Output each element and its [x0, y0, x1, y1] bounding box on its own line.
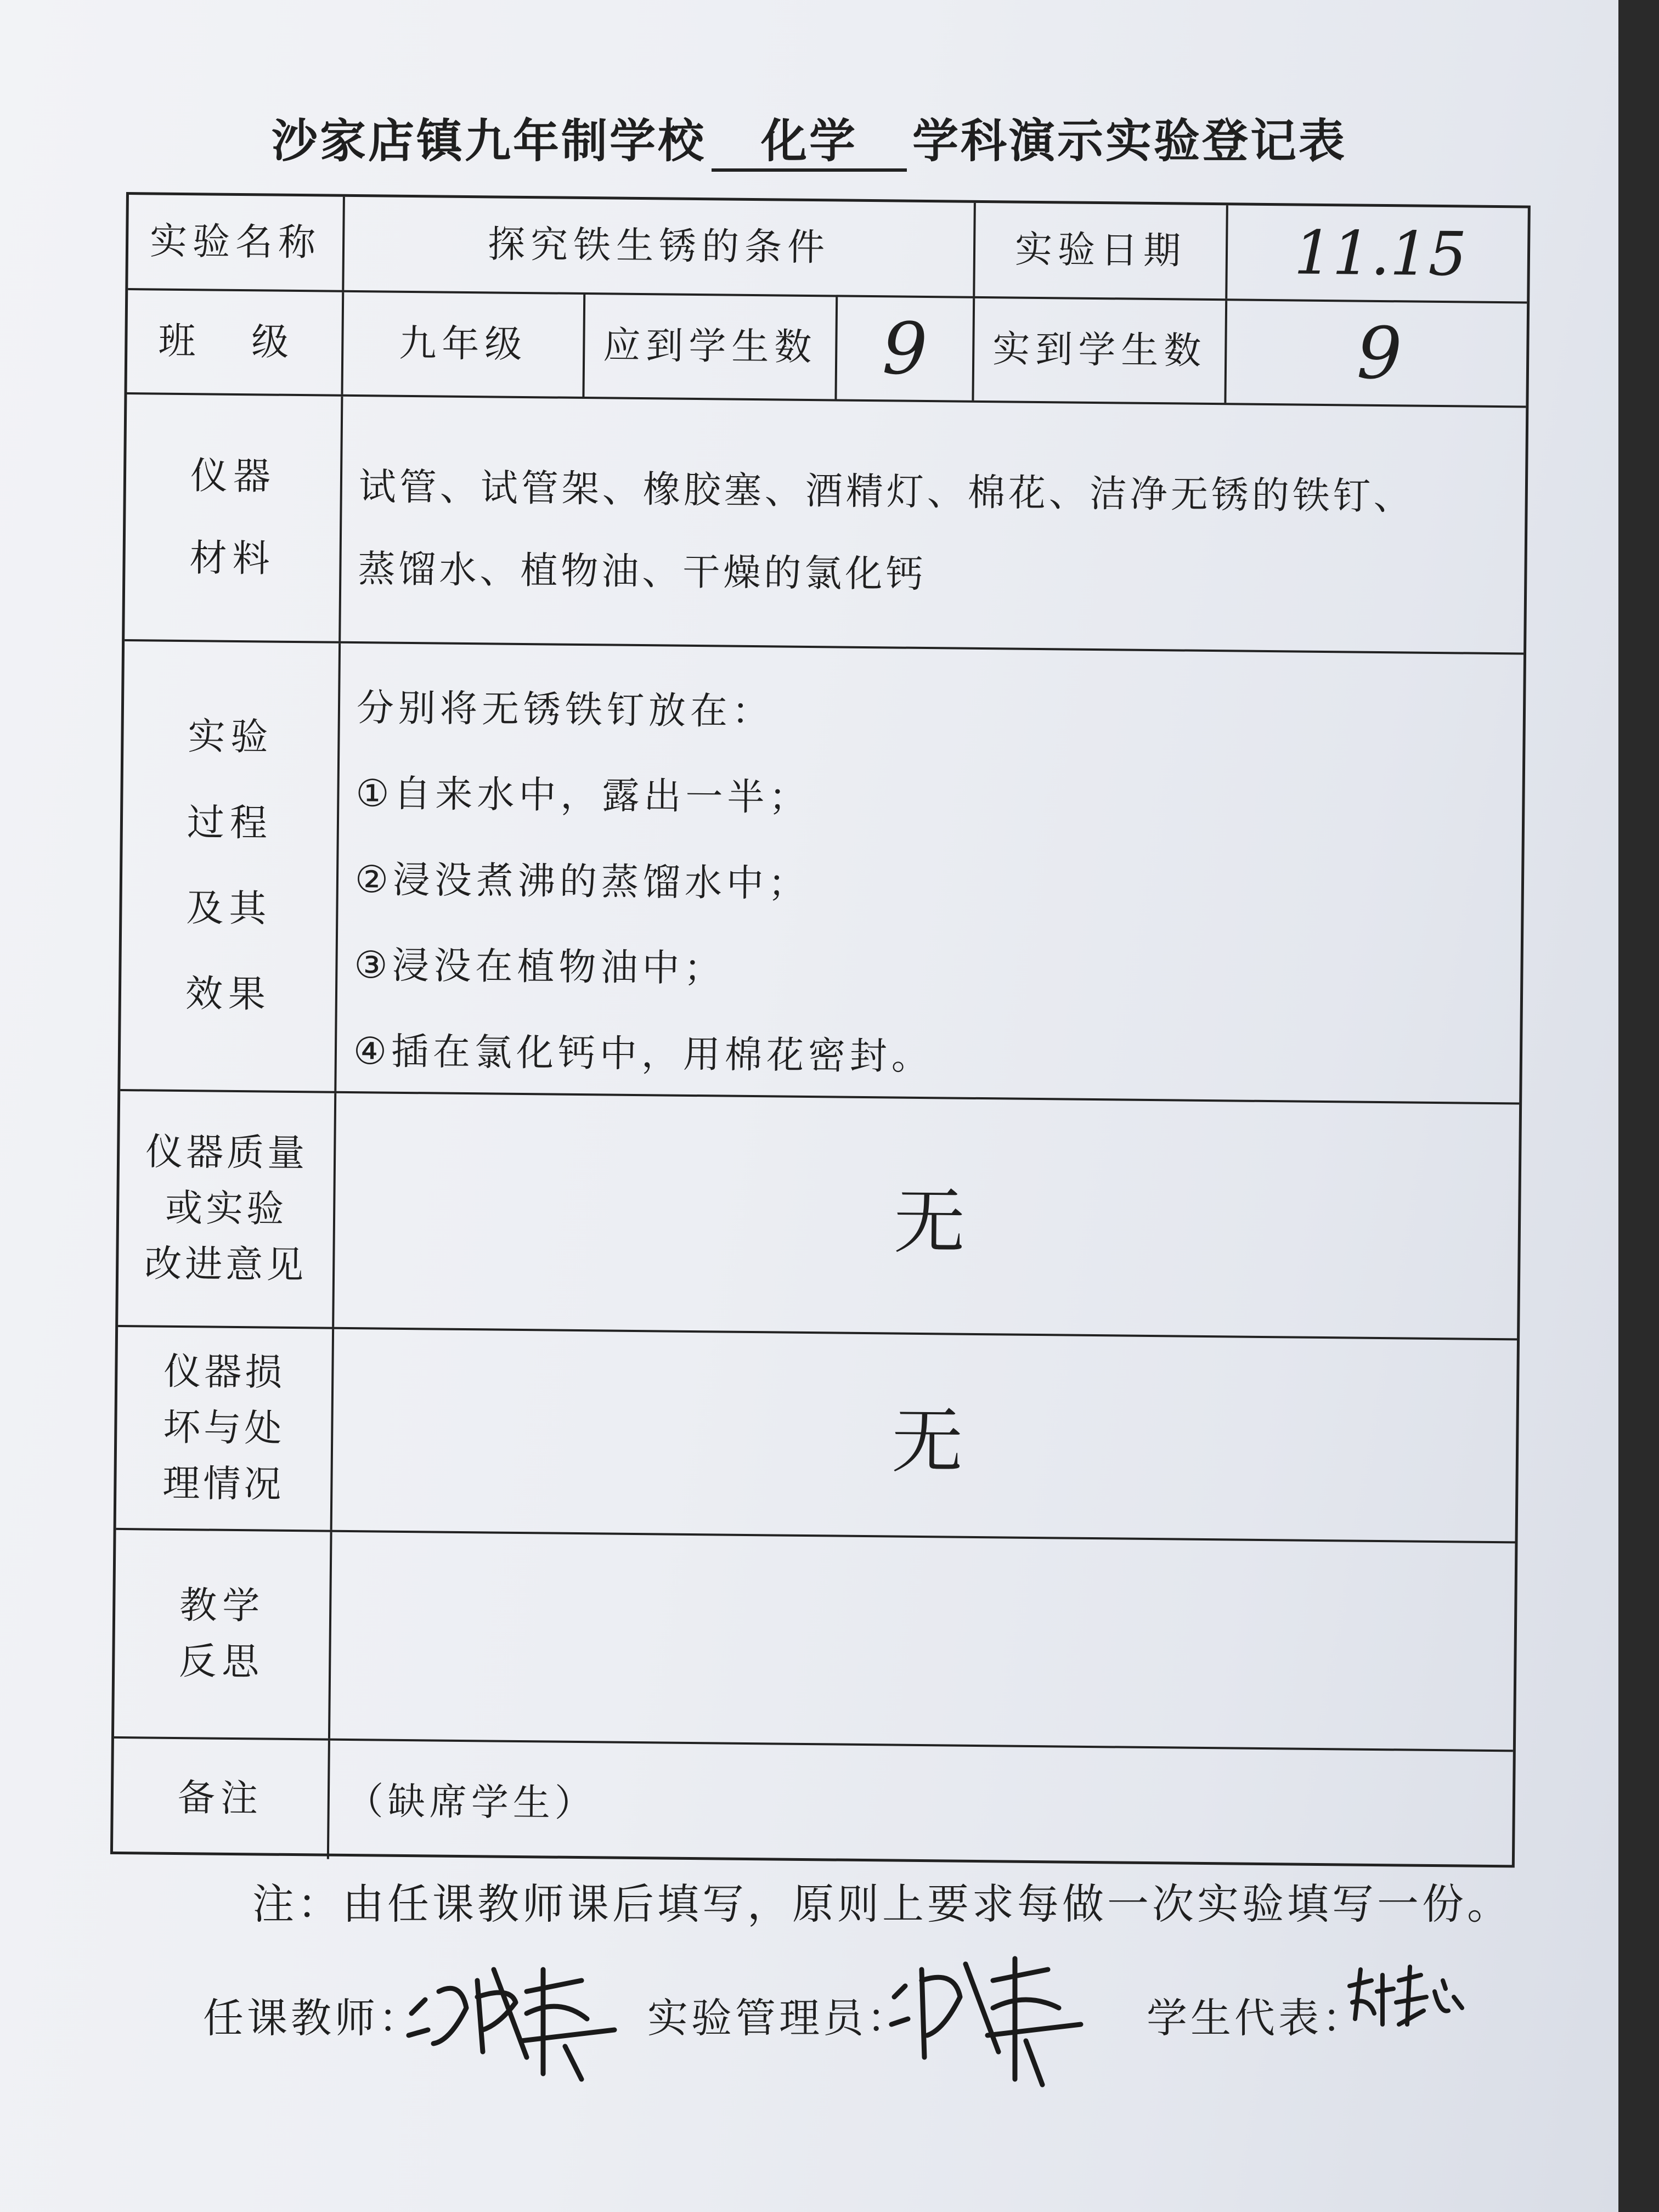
damage-label [116, 1327, 332, 1530]
process-intro: 分别将无锈铁钉放在： [356, 686, 774, 734]
registration-table [110, 192, 1531, 1867]
row-remarks [113, 1736, 1513, 1870]
damage-value: 无 [330, 1329, 1522, 1542]
materials-label [125, 394, 341, 641]
teacher-signature [400, 1948, 631, 2085]
process-step: ①自来水中，露出一半； [356, 772, 811, 820]
materials-list [338, 397, 1531, 653]
process-label-line: 过程 [187, 800, 273, 845]
class-label: 班 级 [158, 319, 311, 365]
row-damage [116, 1325, 1517, 1541]
date-value: 11.15 [1225, 205, 1533, 301]
remarks-label: 备注 [177, 1776, 264, 1821]
materials-label-line: 材料 [189, 537, 275, 581]
student-signature-block [1147, 1986, 1366, 2044]
process-step: ②浸没煮沸的蒸馏水中； [354, 857, 810, 906]
process-label-line: 实验 [188, 715, 274, 759]
experiment-name-value: 探究铁生锈的条件 [342, 197, 974, 296]
damage-label-line: 坏与处 [162, 1406, 285, 1451]
quality-value: 无 [332, 1093, 1525, 1339]
process-step: ④插在氯化钙中，用棉花密封。 [353, 1029, 934, 1079]
process-steps [334, 644, 1529, 1103]
student-label: 学生代表： [1147, 1995, 1366, 2042]
signature-line [203, 1964, 1575, 2085]
admin-signature [883, 1948, 1092, 2090]
expected-count-value: 9 [834, 297, 973, 400]
title-subject: 化学 [712, 114, 907, 172]
teacher-label: 任课教师： [203, 1995, 422, 2042]
admin-label: 实验管理员： [647, 1995, 911, 2042]
class-value: 九年级 [341, 292, 583, 397]
page-title [0, 104, 1618, 172]
materials-line: 试管、试管架、橡胶塞、酒精灯、棉花、洁净无锈的铁钉、 [358, 465, 1415, 519]
quality-label [118, 1091, 334, 1327]
date-label: 实验日期 [973, 203, 1226, 298]
student-signature [1344, 1959, 1470, 2041]
footer-note: 注：由任课教师课后填写，原则上要求每做一次实验填写一份。 [252, 1880, 1512, 1928]
actual-count-label: 实到学生数 [972, 298, 1225, 403]
reflection-label [114, 1530, 330, 1739]
actual-count-value: 9 [1224, 301, 1532, 405]
remarks-value: （缺席学生） [327, 1741, 1519, 1871]
process-label [120, 641, 338, 1091]
reflection-value [328, 1532, 1521, 1750]
row-experiment-name [128, 195, 1528, 301]
expected-count-label: 应到学生数 [582, 295, 836, 399]
process-step: ③浸没在植物油中； [354, 944, 726, 991]
row-class [127, 288, 1527, 405]
process-label-line: 及其 [186, 887, 272, 931]
row-reflection [114, 1528, 1515, 1750]
quality-label-line: 仪器质量 [145, 1130, 308, 1176]
row-materials [125, 392, 1526, 652]
materials-line: 蒸馏水、植物油、干燥的氯化钙 [358, 547, 927, 596]
admin-signature-block [647, 1986, 911, 2044]
materials-label-line: 仪器 [190, 454, 276, 499]
quality-label-line: 或实验 [165, 1186, 287, 1231]
row-process [120, 639, 1523, 1102]
experiment-name-label: 实验名称 [149, 219, 321, 265]
row-quality [118, 1089, 1519, 1338]
teacher-signature-block [203, 1986, 422, 2044]
title-school: 沙家店镇九年制学校 [271, 114, 706, 168]
reflection-label-line: 反思 [178, 1640, 265, 1684]
process-label-line: 效果 [185, 972, 272, 1017]
damage-label-line: 理情况 [162, 1462, 285, 1506]
quality-label-line: 改进意见 [144, 1242, 307, 1288]
reflection-label-line: 教学 [179, 1584, 266, 1628]
title-suffix: 学科演示实验登记表 [912, 114, 1347, 168]
damage-label-line: 仪器损 [163, 1350, 286, 1395]
